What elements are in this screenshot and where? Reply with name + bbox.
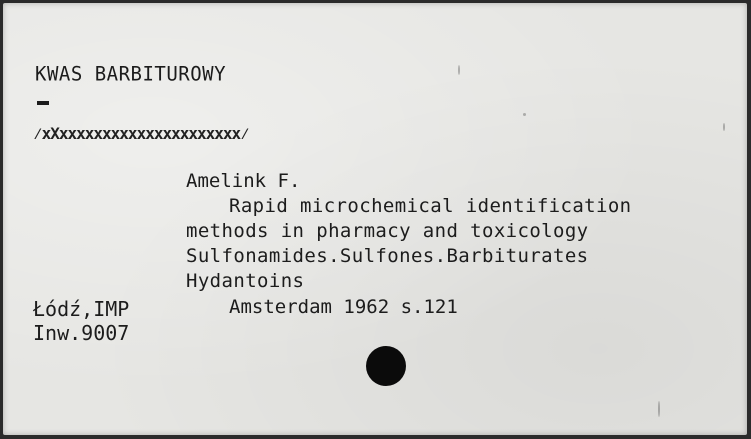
author: Amelink F. [186,170,301,192]
title-line-4: Hydantoins [186,270,305,292]
inventory-number: Inw.9007 [33,321,130,345]
title-line-3: Sulfonamides.Sulfones.Barbiturates [186,245,589,267]
paper-mark [723,123,725,131]
paper-mark [523,113,526,116]
card-heading: KWAS BARBITUROWY [35,62,227,86]
imprint: Amsterdam 1962 s.121 [229,296,458,318]
title-line-1: Rapid microchemical identification [229,195,632,217]
title-line-2: methods in pharmacy and toxicology [186,220,589,242]
struck-out-line: ⁄xXxxxxxxxxxxxxxxxxxxxxx⁄ [33,124,249,143]
library-location: Łódź,IMP [33,297,130,321]
heading-dash [37,101,49,105]
paper-mark [458,65,460,75]
catalog-card [3,3,747,435]
punch-hole [366,346,406,386]
paper-mark [658,401,660,417]
